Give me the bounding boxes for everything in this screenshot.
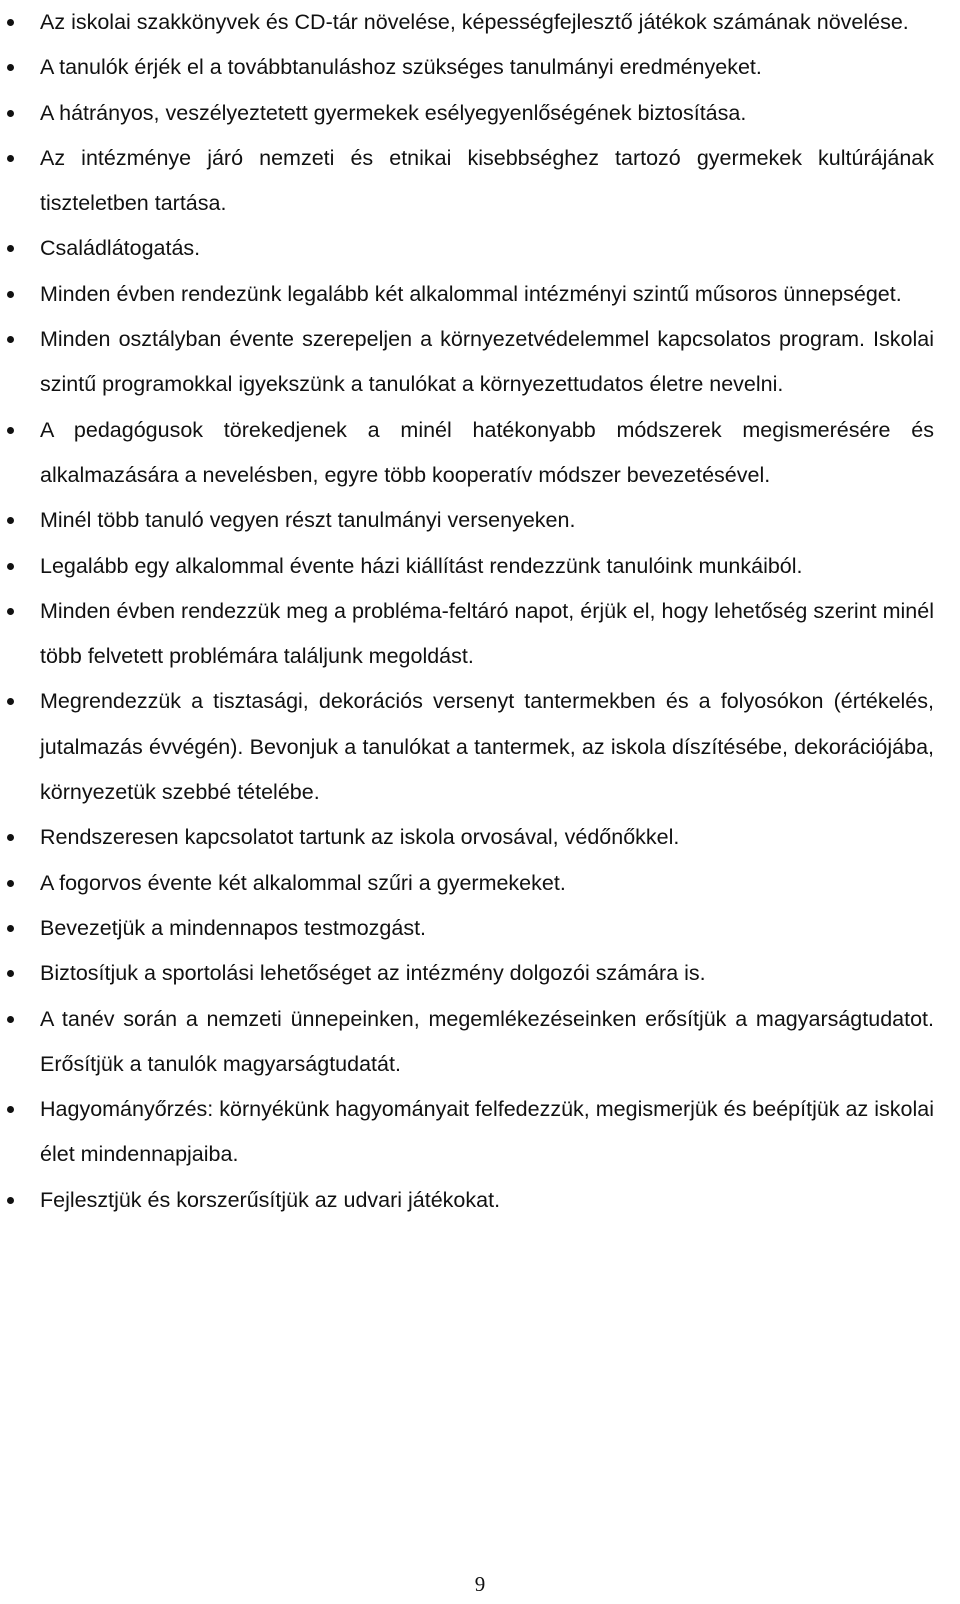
list-item: A tanév során a nemzeti ünnepeinken, megemlékezéseinken erősítjük a magyarságtudatot. Erősítjük a tanulók magyarságtudatát. [40, 997, 934, 1088]
list-item: Rendszeresen kapcsolatot tartunk az iskola orvosával, védőnőkkel. [40, 815, 934, 860]
list-item: Az intézménye járó nemzeti és etnikai kisebbséghez tartozó gyermekek kultúrájának tiszteletben tartása. [40, 136, 934, 227]
list-item: Minél több tanuló vegyen részt tanulmányi versenyeken. [40, 498, 934, 543]
list-item: Hagyományőrzés: környékünk hagyományait felfedezzük, megismerjük és beépítjük az iskolai élet mindennapjaiba. [40, 1087, 934, 1178]
bullet-list [40, 0, 934, 1223]
list-item: Minden évben rendezünk legalább két alkalommal intézményi szintű műsoros ünnepséget. [40, 272, 934, 317]
list-item: Fejlesztjük és korszerűsítjük az udvari játékokat. [40, 1178, 934, 1223]
list-item: Megrendezzük a tisztasági, dekorációs versenyt tantermekben és a folyosókon (értékelés, jutalmazás évvégén). Bevonjuk a tanulókat a tantermek, az iskola díszítésébe, dekorációjába, környezetük szebbé tételébe. [40, 679, 934, 815]
list-item: Bevezetjük a mindennapos testmozgást. [40, 906, 934, 951]
list-item: A pedagógusok törekedjenek a minél hatékonyabb módszerek megismerésére és alkalmazására a nevelésben, egyre több kooperatív módszer bevezetésével. [40, 408, 934, 499]
list-item: A fogorvos évente két alkalommal szűri a gyermekeket. [40, 861, 934, 906]
list-item: Legalább egy alkalommal évente házi kiállítást rendezzünk tanulóink munkáiból. [40, 544, 934, 589]
page-number: 9 [474, 1572, 486, 1596]
list-item: A hátrányos, veszélyeztetett gyermekek esélyegyenlőségének biztosítása. [40, 91, 934, 136]
list-item: Minden évben rendezzük meg a probléma-feltáró napot, érjük el, hogy lehetőség szerint minél több felvetett problémára találjunk megoldást. [40, 589, 934, 680]
list-item: A tanulók érjék el a továbbtanuláshoz szükséges tanulmányi eredményeket. [40, 45, 934, 90]
list-item: Minden osztályban évente szerepeljen a környezetvédelemmel kapcsolatos program. Iskolai szintű programokkal igyekszünk a tanulókat a környezettudatos életre nevelni. [40, 317, 934, 408]
list-item: Családlátogatás. [40, 226, 934, 271]
list-item: Biztosítjuk a sportolási lehetőséget az intézmény dolgozói számára is. [40, 951, 934, 996]
list-item: Az iskolai szakkönyvek és CD-tár növelése, képességfejlesztő játékok számának növelése. [40, 0, 934, 45]
